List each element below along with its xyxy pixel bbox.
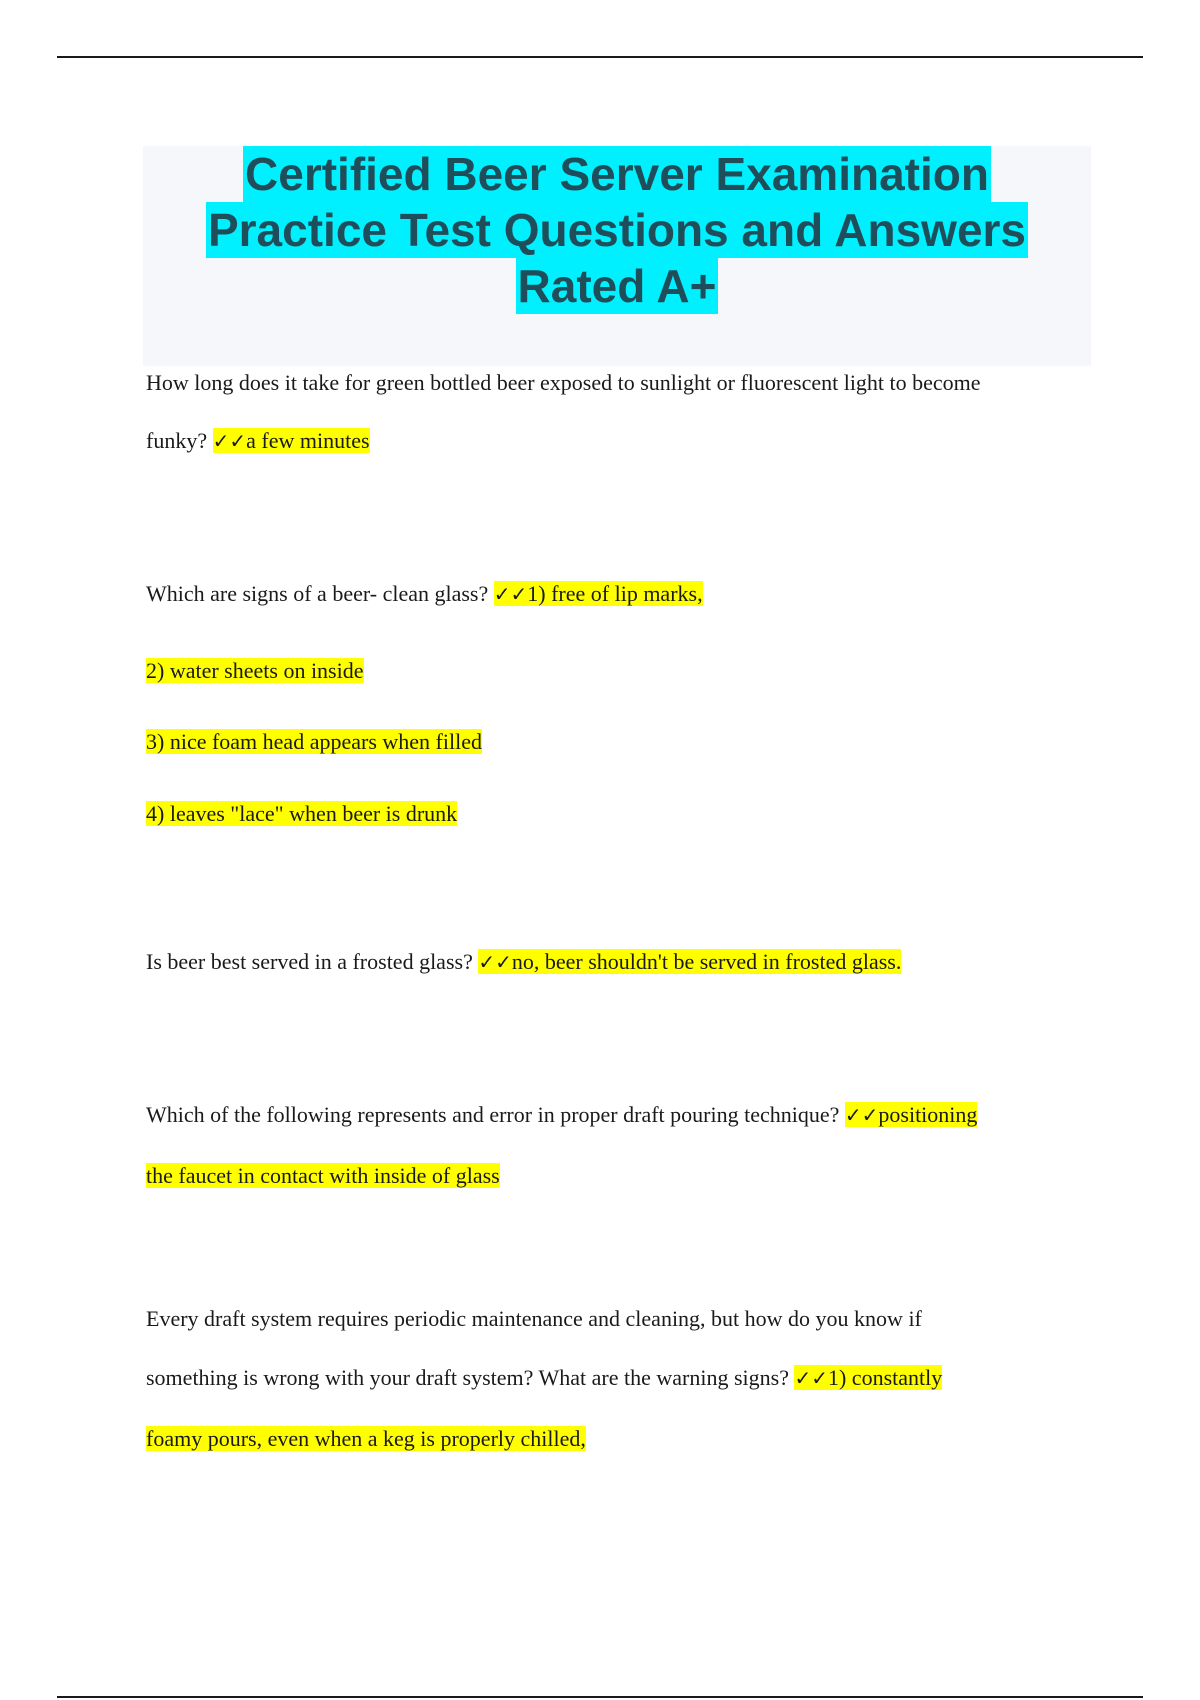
question-text: Is beer best served in a frosted glass?: [146, 949, 473, 974]
answer-line: [146, 657, 364, 685]
header-rule: [57, 56, 1143, 58]
answer-text: foamy pours, even when a keg is properly chilled,: [146, 1426, 586, 1451]
question-text: Every draft system requires periodic maintenance and cleaning, but how do you know if: [146, 1306, 922, 1331]
question-text: funky?: [146, 428, 208, 453]
answer-highlight: [478, 949, 901, 974]
answer-text: 2) water sheets on inside: [146, 658, 364, 683]
double-check-icon: ✓✓: [493, 582, 528, 606]
answer-highlight: [213, 428, 370, 453]
double-check-icon: ✓✓: [794, 1366, 828, 1390]
question-line: [146, 580, 703, 608]
answer-text: no, beer shouldn't be served in frosted glass.: [511, 949, 902, 974]
question-line: [146, 427, 370, 455]
question-line: [146, 369, 981, 397]
question-text: something is wrong with your draft system? What are the warning signs?: [146, 1365, 789, 1390]
answer-highlight: [794, 1365, 942, 1390]
answer-highlight: [494, 581, 703, 606]
answer-text: positioning: [878, 1102, 978, 1127]
title-block: [143, 146, 1091, 366]
question-line: [146, 948, 901, 976]
answer-line: [146, 800, 457, 828]
title-line-2: Practice Test Questions and Answers: [207, 204, 1027, 256]
question-text: Which are signs of a beer- clean glass?: [146, 581, 489, 606]
question-line: [146, 1364, 942, 1392]
double-check-icon: ✓✓: [212, 429, 247, 453]
answer-text: 1) free of lip marks,: [527, 581, 703, 606]
answer-line: [146, 1425, 586, 1453]
question-line: [146, 1101, 977, 1129]
answer-highlight: [845, 1102, 978, 1127]
answer-text: the faucet in contact with inside of glass: [146, 1163, 500, 1188]
double-check-icon: ✓✓: [844, 1103, 879, 1127]
answer-text: 4) leaves "lace" when beer is drunk: [146, 801, 458, 826]
question-line: [146, 1305, 922, 1333]
answer-text: 3) nice foam head appears when filled: [146, 729, 482, 754]
title-line-1: Certified Beer Server Examination: [245, 148, 989, 200]
question-text: How long does it take for green bottled beer exposed to sunlight or fluorescent light to become: [146, 370, 981, 395]
answer-text: a few minutes: [246, 428, 370, 453]
question-text: Which of the following represents and error in proper draft pouring technique?: [146, 1102, 840, 1127]
answer-text: 1) constantly: [827, 1365, 943, 1390]
double-check-icon: ✓✓: [478, 950, 512, 974]
answer-line: [146, 1162, 500, 1190]
title-line-3: Rated A+: [517, 260, 717, 312]
footer-rule: [57, 1696, 1143, 1698]
answer-line: [146, 728, 482, 756]
